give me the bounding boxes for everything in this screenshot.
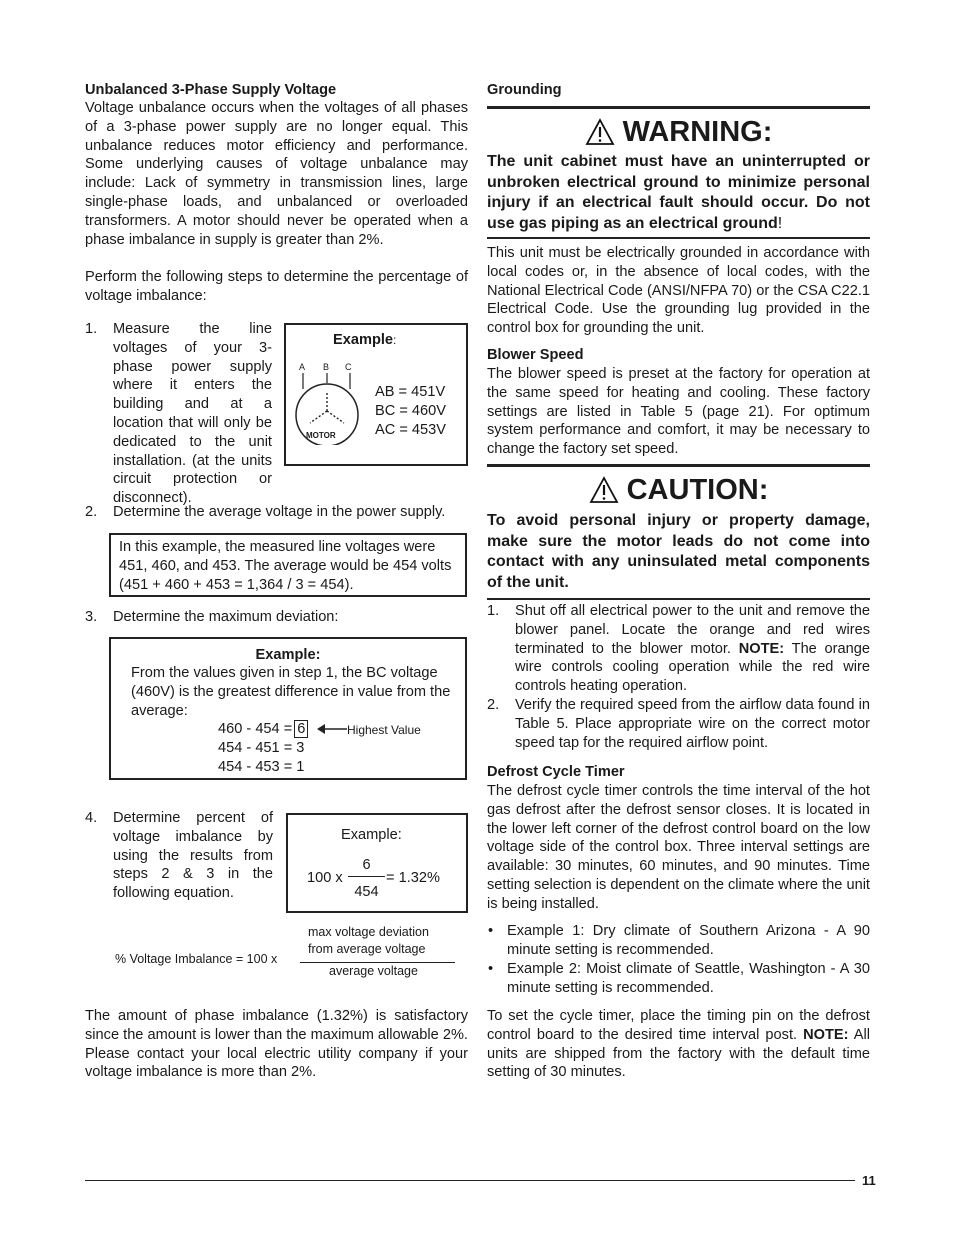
phase-b-label: B xyxy=(323,362,330,372)
blower-step-2-text: Verify the required speed from the airflow data found in Table 5. Place appropriate wire on the correct motor speed tap for the required airflow point. xyxy=(515,697,870,751)
warning-bottom-rule xyxy=(487,237,870,239)
average-example-text: In this example, the measured line voltages were 451, 460, and 453. The average would be 454 volts (451 + 460 + 453 = 1,364 / 3 = 454). xyxy=(119,539,452,593)
motor-label: MOTOR xyxy=(306,431,336,440)
caution-text: To avoid personal injury or property damage, make sure the motor leads do not come into contact with any uninsulated metal components of the unit. xyxy=(487,512,870,591)
example-3-box xyxy=(109,637,467,780)
caution-bottom-rule xyxy=(487,598,870,600)
deviation-line-1: 460 - 454 = 6 xyxy=(218,720,308,739)
example-1-ab: AB = 451V xyxy=(375,384,446,400)
step-2-text: Determine the average voltage in the power supply. xyxy=(113,504,446,520)
page-number: 11 xyxy=(862,1173,876,1188)
paragraph-defrost-timer: The defrost cycle timer controls the time interval of the hot gas defrost after the defrost sensor closes. It is located in the lower left corner of the defrost control board on the low voltage side of the control box. Three interval settings are available: 30 minutes, 60 minutes, and 90 minutes. Time setting selection is dependent on the climate where the unit is being installed. xyxy=(487,783,870,912)
warning-text: The unit cabinet must have an uninterrupted or unbroken electrical ground to minimize personal injury if an electrical fault should occur. Do not use gas piping as an electrical ground! xyxy=(487,153,870,232)
example-4-multiplier: 100 x xyxy=(307,870,343,886)
step-4-number: 4. xyxy=(85,810,98,826)
average-example-box xyxy=(109,533,467,597)
heading-blower-speed: Blower Speed xyxy=(487,347,584,363)
equation-denominator: average voltage xyxy=(329,964,418,978)
step-2-number: 2. xyxy=(85,504,98,520)
warning-title: WARNING: xyxy=(622,116,773,148)
caution-heading xyxy=(487,472,870,508)
step-1-number: 1. xyxy=(85,321,98,337)
highest-value-boxed: 6 xyxy=(294,720,308,738)
deviation-line-3: 454 - 453 = 1 xyxy=(218,759,305,775)
equation-left: % Voltage Imbalance = 100 x xyxy=(115,952,278,966)
equation-numerator-1: max voltage deviation xyxy=(308,925,429,939)
example-3-title: Example: xyxy=(255,647,321,663)
example-4-result: = 1.32% xyxy=(386,870,440,886)
heading-unbalanced-voltage: Unbalanced 3-Phase Supply Voltage xyxy=(85,82,337,98)
phase-c-label: C xyxy=(345,362,352,372)
example-4-denominator: 454 xyxy=(354,884,379,900)
step-1-text: Measure the line voltages of your 3-phase power supply where it enters the building and at a location that will only be dedicated to the unit installation. (at the units circuit protection or disconnect). xyxy=(113,321,272,507)
blower-step-1-number: 1. xyxy=(487,603,500,619)
example-1-title: Example: xyxy=(333,332,397,348)
bullet-2-marker: • xyxy=(488,961,494,977)
heading-grounding: Grounding xyxy=(487,82,562,98)
bullet-2-text: Example 2: Moist climate of Seattle, Washington - A 30 minute setting is recommended. xyxy=(507,961,870,996)
equation-numerator-2: from average voltage xyxy=(308,942,426,956)
bullet-1-text: Example 1: Dry climate of Southern Arizona - A 90 minute setting is recommended. xyxy=(507,923,870,958)
example-1-ac: AC = 453V xyxy=(375,422,446,438)
blower-step-1-text: Shut off all electrical power to the unit and remove the blower panel. Locate the orange and red wires terminated to the blower motor. NOTE: The orange wire controls cooling operation while the red wire controls heating operation. xyxy=(515,603,871,695)
heading-defrost-cycle-timer: Defrost Cycle Timer xyxy=(487,764,625,780)
arrow-left-icon xyxy=(317,724,347,734)
paragraph-grounding: This unit must be electrically grounded in accordance with local codes or, in the absence of local codes, with the National Electrical Code (ANSI/NFPA 70) or the CSA C22.1 Electrical Code. Use the grounding lug provided in the control box for grounding the unit. xyxy=(487,245,870,337)
blower-step-2-number: 2. xyxy=(487,697,500,713)
warning-top-rule xyxy=(487,106,870,109)
paragraph-unbalance-intro: Voltage unbalance occurs when the voltages of all phases of a 3-phase power supply are no longer equal. This unbalance reduces motor efficiency and performance. Some underlying causes of voltage unbalance may include: Lack of symmetry in transmission lines, large single-phase loads, and unbalanced or overloaded transformers. A motor should never be operated when a phase imbalance in supply is greater than 2%. xyxy=(85,100,468,248)
step-3-number: 3. xyxy=(85,609,98,625)
bullet-1-marker: • xyxy=(488,923,494,939)
caution-triangle-icon xyxy=(589,476,619,504)
example-1-box xyxy=(284,323,468,466)
caution-top-rule xyxy=(487,464,870,467)
warning-heading xyxy=(487,114,870,150)
example-4-title: Example: xyxy=(341,827,402,843)
example-4-numerator: 6 xyxy=(362,857,371,873)
phase-a-label: A xyxy=(299,362,306,372)
warning-triangle-icon xyxy=(585,118,615,146)
footer-rule xyxy=(85,1180,855,1181)
paragraph-imbalance-conclusion: The amount of phase imbalance (1.32%) is satisfactory since the amount is lower than the maximum allowable 2%. Please contact your local electric utility company if your voltage imbalance is more than 2%. xyxy=(85,1008,468,1081)
deviation-line-2: 454 - 451 = 3 xyxy=(218,740,305,756)
example-3-text: From the values given in step 1, the BC voltage (460V) is the greatest difference in value from the average: xyxy=(131,665,451,719)
step-4-text: Determine percent of voltage imbalance by using the results from steps 2 & 3 in the following equation. xyxy=(113,810,273,902)
paragraph-blower-speed: The blower speed is preset at the factory for operation at the same speed for heating and cooling. These factory settings are listed in Table 5 (page 21). For optimum system performance and comfort, it may be necessary to change the factory set speed. xyxy=(487,366,870,458)
example-4-box xyxy=(286,813,468,913)
paragraph-set-cycle-timer: To set the cycle timer, place the timing pin on the defrost control board to the desired time interval post. NOTE: All units are shipped from the factory with the default time setting of 30 minutes. xyxy=(487,1008,870,1081)
step-3-text: Determine the maximum deviation: xyxy=(113,609,339,625)
paragraph-perform-steps: Perform the following steps to determine the percentage of voltage imbalance: xyxy=(85,269,468,304)
example-4-fraction-bar xyxy=(348,876,385,877)
caution-title: CAUTION: xyxy=(626,474,769,506)
highest-value-label: Highest Value xyxy=(347,723,421,737)
example-1-bc: BC = 460V xyxy=(375,403,446,419)
